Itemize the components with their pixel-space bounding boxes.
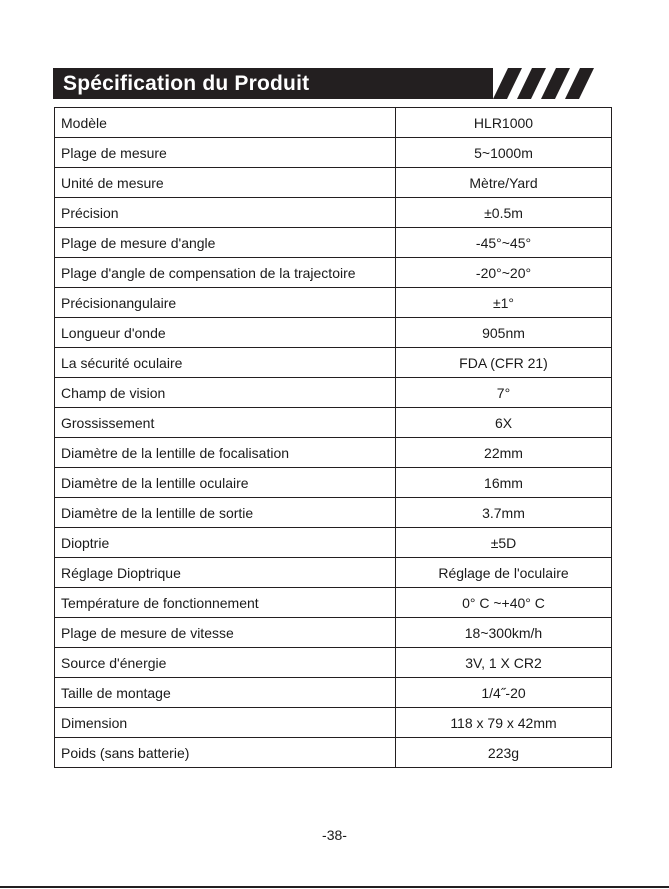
spec-value: 22mm <box>396 438 612 468</box>
spec-value: 5~1000m <box>396 138 612 168</box>
spec-label: Modèle <box>55 108 396 138</box>
spec-row <box>55 498 612 528</box>
spec-label: Taille de montage <box>55 678 396 708</box>
spec-value: HLR1000 <box>396 108 612 138</box>
spec-row <box>55 408 612 438</box>
spec-label: Dioptrie <box>55 528 396 558</box>
spec-row <box>55 588 612 618</box>
decorative-stripes <box>488 68 598 99</box>
spec-row <box>55 108 612 138</box>
spec-value: 905nm <box>396 318 612 348</box>
spec-row <box>55 348 612 378</box>
spec-label: Plage de mesure <box>55 138 396 168</box>
spec-label: Diamètre de la lentille de focalisation <box>55 438 396 468</box>
spec-value: 223g <box>396 738 612 768</box>
spec-value: 3.7mm <box>396 498 612 528</box>
page-number: -38- <box>322 827 347 843</box>
spec-value: FDA (CFR 21) <box>396 348 612 378</box>
spec-value: -20°~20° <box>396 258 612 288</box>
spec-label: Diamètre de la lentille de sortie <box>55 498 396 528</box>
spec-row <box>55 318 612 348</box>
spec-row <box>55 558 612 588</box>
spec-label: Dimension <box>55 708 396 738</box>
spec-row <box>55 168 612 198</box>
spec-value: Réglage de l'oculaire <box>396 558 612 588</box>
spec-row <box>55 618 612 648</box>
bottom-rule <box>0 886 669 888</box>
spec-row <box>55 138 612 168</box>
spec-value: 118 x 79 x 42mm <box>396 708 612 738</box>
spec-row <box>55 738 612 768</box>
spec-label: Grossissement <box>55 408 396 438</box>
spec-value: 16mm <box>396 468 612 498</box>
spec-label: Poids (sans batterie) <box>55 738 396 768</box>
spec-label: Précisionangulaire <box>55 288 396 318</box>
spec-value: Mètre/Yard <box>396 168 612 198</box>
spec-value: -45°~45° <box>396 228 612 258</box>
spec-value: 7° <box>396 378 612 408</box>
spec-row <box>55 648 612 678</box>
spec-row <box>55 288 612 318</box>
spec-row <box>55 378 612 408</box>
spec-value: 6X <box>396 408 612 438</box>
spec-label: Température de fonctionnement <box>55 588 396 618</box>
spec-value: 0° C ~+40° C <box>396 588 612 618</box>
spec-value: 3V, 1 X CR2 <box>396 648 612 678</box>
spec-row <box>55 258 612 288</box>
spec-value: ±1° <box>396 288 612 318</box>
spec-value: 1/4˝-20 <box>396 678 612 708</box>
spec-label: Plage de mesure de vitesse <box>55 618 396 648</box>
page-title: Spécification du Produit <box>63 72 310 95</box>
spec-table <box>54 107 612 768</box>
spec-row <box>55 468 612 498</box>
spec-label: Plage d'angle de compensation de la trajectoire <box>55 258 396 288</box>
spec-label: La sécurité oculaire <box>55 348 396 378</box>
spec-label: Unité de mesure <box>55 168 396 198</box>
spec-row <box>55 198 612 228</box>
spec-label: Diamètre de la lentille oculaire <box>55 468 396 498</box>
spec-label: Précision <box>55 198 396 228</box>
spec-row <box>55 528 612 558</box>
spec-label: Réglage Dioptrique <box>55 558 396 588</box>
spec-label: Champ de vision <box>55 378 396 408</box>
spec-value: 18~300km/h <box>396 618 612 648</box>
spec-label: Longueur d'onde <box>55 318 396 348</box>
spec-label: Plage de mesure d'angle <box>55 228 396 258</box>
spec-row <box>55 708 612 738</box>
spec-label: Source d'énergie <box>55 648 396 678</box>
spec-row <box>55 678 612 708</box>
spec-value: ±5D <box>396 528 612 558</box>
spec-value: ±0.5m <box>396 198 612 228</box>
spec-row <box>55 438 612 468</box>
spec-row <box>55 228 612 258</box>
